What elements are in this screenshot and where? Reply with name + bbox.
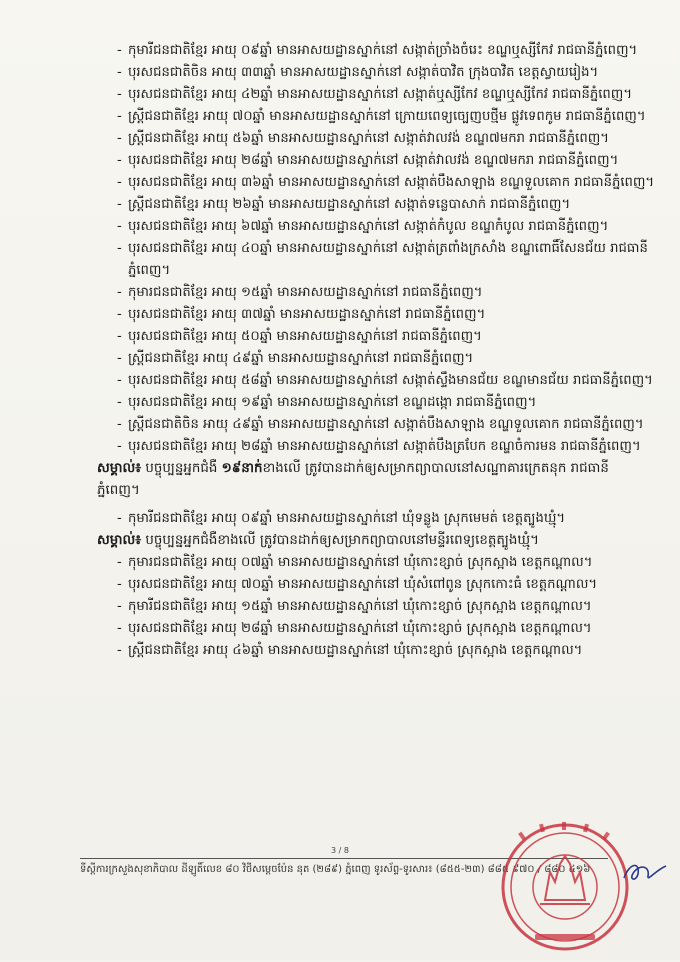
- case-entry: [117, 106, 658, 128]
- list-bullet: -: [117, 329, 122, 344]
- case-entry: [117, 282, 658, 304]
- case-entry: [117, 238, 658, 282]
- case-text: កុមារីជនជាតិខ្មែរ អាយុ ១៥ឆ្នាំ មានអាសយដ្ឋានស្នាក់នៅ ឃុំកោះខ្សាច់ ស្រុកស្អាង ខេត្តកណ្ដាល។: [128, 599, 592, 614]
- case-text: ស្ត្រីជនជាតិខ្មែរ អាយុ ៤៩ឆ្នាំ មានអាសយដ្ឋានស្នាក់នៅ រាជធានីភ្នំពេញ។: [128, 351, 474, 366]
- list-bullet: -: [117, 577, 122, 592]
- case-text: បុរសជនជាតិខ្មែរ អាយុ ៣៧ឆ្នាំ មានអាសយដ្ឋានស្នាក់នៅ រាជធានីភ្នំពេញ។: [128, 307, 486, 322]
- list-bullet: -: [117, 351, 122, 366]
- case-entry: [117, 40, 658, 62]
- note-label: សម្គាល់៖: [97, 533, 142, 548]
- case-entry: [117, 392, 658, 414]
- list-bullet: -: [117, 65, 122, 80]
- case-entry: [117, 414, 658, 436]
- note-hotel: [97, 458, 649, 502]
- case-entry: [117, 436, 658, 458]
- list-bullet: -: [117, 511, 122, 526]
- case-text: ស្ត្រីជនជាតិចិន អាយុ ៤៩ឆ្នាំ មានអាសយដ្ឋានស្នាក់នៅ សង្កាត់បឹងសាឡាង ខណ្ឌទួលគោក រាជធានីភ្នំពេញ។: [128, 417, 644, 432]
- case-text: បុរសជនជាតិខ្មែរ អាយុ ៤២ឆ្នាំ មានអាសយដ្ឋានស្នាក់នៅ សង្កាត់ឬស្សីកែវ ខណ្ឌឬស្សីកែវ រាជធានីភ្នំពេញ។: [128, 87, 633, 102]
- official-seal-stamp: [490, 812, 640, 962]
- list-bullet: -: [117, 307, 122, 322]
- case-entry: [117, 128, 658, 150]
- case-text: បុរសជនជាតិចិន អាយុ ៣៣ឆ្នាំ មានអាសយដ្ឋានស្នាក់នៅ សង្កាត់បាវិត ក្រុងបាវិត ខេត្តស្វាយរៀង។: [128, 65, 599, 80]
- case-text: កុមារជនជាតិខ្មែរ អាយុ ០៧ឆ្នាំ មានអាសយដ្ឋានស្នាក់នៅ ឃុំកោះខ្សាច់ ស្រុកស្អាង ខេត្តកណ្ដាល។: [128, 555, 593, 570]
- case-text: បុរសជនជាតិខ្មែរ អាយុ ២៨ឆ្នាំ មានអាសយដ្ឋានស្នាក់នៅ ឃុំកោះខ្សាច់ ស្រុកស្អាង ខេត្តកណ្ដាល។: [128, 621, 592, 636]
- list-bullet: -: [117, 395, 122, 410]
- case-text: បុរសជនជាតិខ្មែរ អាយុ ៤០ឆ្នាំ មានអាសយដ្ឋានស្នាក់នៅ សង្កាត់ត្រពាំងក្រសាំង ខណ្ឌពោធិ៍សែនជ័យ រាជធានីភ្នំពេញ។: [128, 241, 648, 278]
- case-text: កុមារជនជាតិខ្មែរ អាយុ ១៥ឆ្នាំ មានអាសយដ្ឋានស្នាក់នៅ រាជធានីភ្នំពេញ។: [128, 285, 483, 300]
- case-list-phnom-penh: [0, 40, 680, 458]
- list-bullet: -: [117, 373, 122, 388]
- page-number: 3 / 8: [331, 846, 349, 855]
- case-entry: [117, 618, 658, 640]
- list-bullet: -: [117, 555, 122, 570]
- note-text: បច្ចុប្បន្នអ្នកជំងឺ: [141, 461, 222, 476]
- note-label: សម្គាល់៖: [97, 461, 142, 476]
- list-bullet: -: [117, 599, 122, 614]
- list-bullet: -: [117, 153, 122, 168]
- case-text: បុរសជនជាតិខ្មែរ អាយុ ១៩ឆ្នាំ មានអាសយដ្ឋានស្នាក់នៅ ខណ្ឌដង្កោ រាជធានីភ្នំពេញ។: [128, 395, 537, 410]
- list-bullet: -: [117, 43, 122, 58]
- note-text: បច្ចុប្បន្នអ្នកជំងឺខាងលើ ត្រូវបានដាក់ឲ្យសម្រាកព្យាបាលនៅមន្ទីរពេទ្យខេត្តត្បូងឃ្មុំ។: [141, 533, 539, 548]
- list-bullet: -: [117, 175, 122, 190]
- case-entry: [117, 326, 658, 348]
- case-text: ស្ត្រីជនជាតិខ្មែរ អាយុ ៤៦ឆ្នាំ មានអាសយដ្ឋានស្នាក់នៅ ឃុំកោះខ្សាច់ ស្រុកស្អាង ខេត្តកណ្ដាល។: [128, 643, 583, 658]
- case-list-tbong-khmum: [0, 508, 680, 530]
- footer-address: ទីស្តីការក្រសួងសុខាភិបាល ដីឡូតិ៍លេខ ៨០ វិថីសម្តេចប៉ែន នុត (២៨៩) ភ្នំពេញ ទូរស័ព្ទ-ទូរសារ៖ (៨៥៥-២៣) ៨៨៥ ៩៧០ / ៨៨០ ៤១៦: [80, 864, 591, 875]
- list-bullet: -: [117, 621, 122, 636]
- case-entry: [117, 508, 658, 530]
- case-entry: [117, 370, 658, 392]
- list-bullet: -: [117, 197, 122, 212]
- case-entry: [117, 640, 658, 662]
- list-bullet: -: [117, 219, 122, 234]
- case-text: កុមារីជនជាតិខ្មែរ អាយុ ០៩ឆ្នាំ មានអាសយដ្ឋានស្នាក់នៅ ឃុំទន្លូង ស្រុកមេមត់ ខេត្តត្បូងឃ្មុំ។: [128, 511, 566, 526]
- list-bullet: -: [117, 417, 122, 432]
- case-text: បុរសជនជាតិខ្មែរ អាយុ ៦៧ឆ្នាំ មានអាសយដ្ឋានស្នាក់នៅ សង្កាត់កំបូល ខណ្ឌកំបូល រាជធានីភ្នំពេញ។: [128, 219, 609, 234]
- case-text: កុមារីជនជាតិខ្មែរ អាយុ ០៩ឆ្នាំ មានអាសយដ្ឋានស្នាក់នៅ សង្កាត់ច្រាំងចំរេះ ខណ្ឌឬស្សីកែវ រាជធានីភ្នំពេញ។: [128, 43, 638, 58]
- case-text: បុរសជនជាតិខ្មែរ អាយុ ៧០ឆ្នាំ មានអាសយដ្ឋានស្នាក់នៅ ឃុំសំពៅពូន ស្រុកកោះធំ ខេត្តកណ្ដាល។: [128, 577, 598, 592]
- case-text: ស្ត្រីជនជាតិខ្មែរ អាយុ ៥៦ឆ្នាំ មានអាសយដ្ឋានស្នាក់នៅ សង្កាត់វាលវង់ ខណ្ឌ៧មករា រាជធានីភ្នំពេញ។: [128, 131, 609, 146]
- case-text: បុរសជនជាតិខ្មែរ អាយុ ៥០ឆ្នាំ មានអាសយដ្ឋានស្នាក់នៅ រាជធានីភ្នំពេញ។: [128, 329, 482, 344]
- case-text: បុរសជនជាតិខ្មែរ អាយុ ៣៦ឆ្នាំ មានអាសយដ្ឋានស្នាក់នៅ សង្កាត់បឹងសាឡាង ខណ្ឌទួលគោក រាជធានីភ្នំពេញ។: [128, 175, 655, 190]
- list-bullet: -: [117, 285, 122, 300]
- case-list-kandal: [0, 552, 680, 662]
- case-entry: [117, 150, 658, 172]
- case-entry: [117, 62, 658, 84]
- case-entry: [117, 348, 658, 370]
- list-bullet: -: [117, 87, 122, 102]
- list-bullet: -: [117, 131, 122, 146]
- case-entry: [117, 194, 658, 216]
- list-bullet: -: [117, 241, 122, 256]
- case-text: បុរសជនជាតិខ្មែរ អាយុ ២៨ឆ្នាំ មានអាសយដ្ឋានស្នាក់នៅ សង្កាត់បឹងត្របែក ខណ្ឌចំការមន រាជធានីភ្នំពេញ។: [128, 439, 641, 454]
- note-count: ១៩នាក់: [221, 461, 263, 476]
- list-bullet: -: [117, 643, 122, 658]
- case-entry: [117, 172, 658, 194]
- note-hospital: [97, 530, 649, 552]
- case-entry: [117, 216, 658, 238]
- case-entry: [117, 574, 658, 596]
- list-bullet: -: [117, 109, 122, 124]
- case-entry: [117, 596, 658, 618]
- case-text: ស្ត្រីជនជាតិខ្មែរ អាយុ ២៦ឆ្នាំ មានអាសយដ្ឋានស្នាក់នៅ សង្កាត់ទន្លេបាសាក់ រាជធានីភ្នំពេញ។: [128, 197, 571, 212]
- case-entry: [117, 304, 658, 326]
- signature-mark: [620, 858, 670, 886]
- document-body: [0, 40, 680, 662]
- case-text: បុរសជនជាតិខ្មែរ អាយុ ៥៨ឆ្នាំ មានអាសយដ្ឋានស្នាក់នៅ សង្កាត់ស្ទឹងមានជ័យ ខណ្ឌមានជ័យ រាជធានីភ្នំពេញ។: [128, 373, 653, 388]
- case-text: ស្ត្រីជនជាតិខ្មែរ អាយុ ៧០ឆ្នាំ មានអាសយដ្ឋានស្នាក់នៅ ក្រោយពេទ្យច្បេញបថ្មីម ផ្លូវទេពកូម រាជធានីភ្នំពេញ។: [128, 109, 646, 124]
- case-entry: [117, 552, 658, 574]
- note-text-rest: ខាងលើ ត្រូវបានដាក់ឲ្យសម្រាកព្យាបាលនៅសណ្ឋាគារក្រេតនុក រាជធានីភ្នំពេញ។: [97, 461, 609, 498]
- list-bullet: -: [117, 439, 122, 454]
- case-entry: [117, 84, 658, 106]
- case-text: បុរសជនជាតិខ្មែរ អាយុ ២៨ឆ្នាំ មានអាសយដ្ឋានស្នាក់នៅ សង្កាត់វាលវង់ ខណ្ឌ៧មករា រាជធានីភ្នំពេញ។: [128, 153, 619, 168]
